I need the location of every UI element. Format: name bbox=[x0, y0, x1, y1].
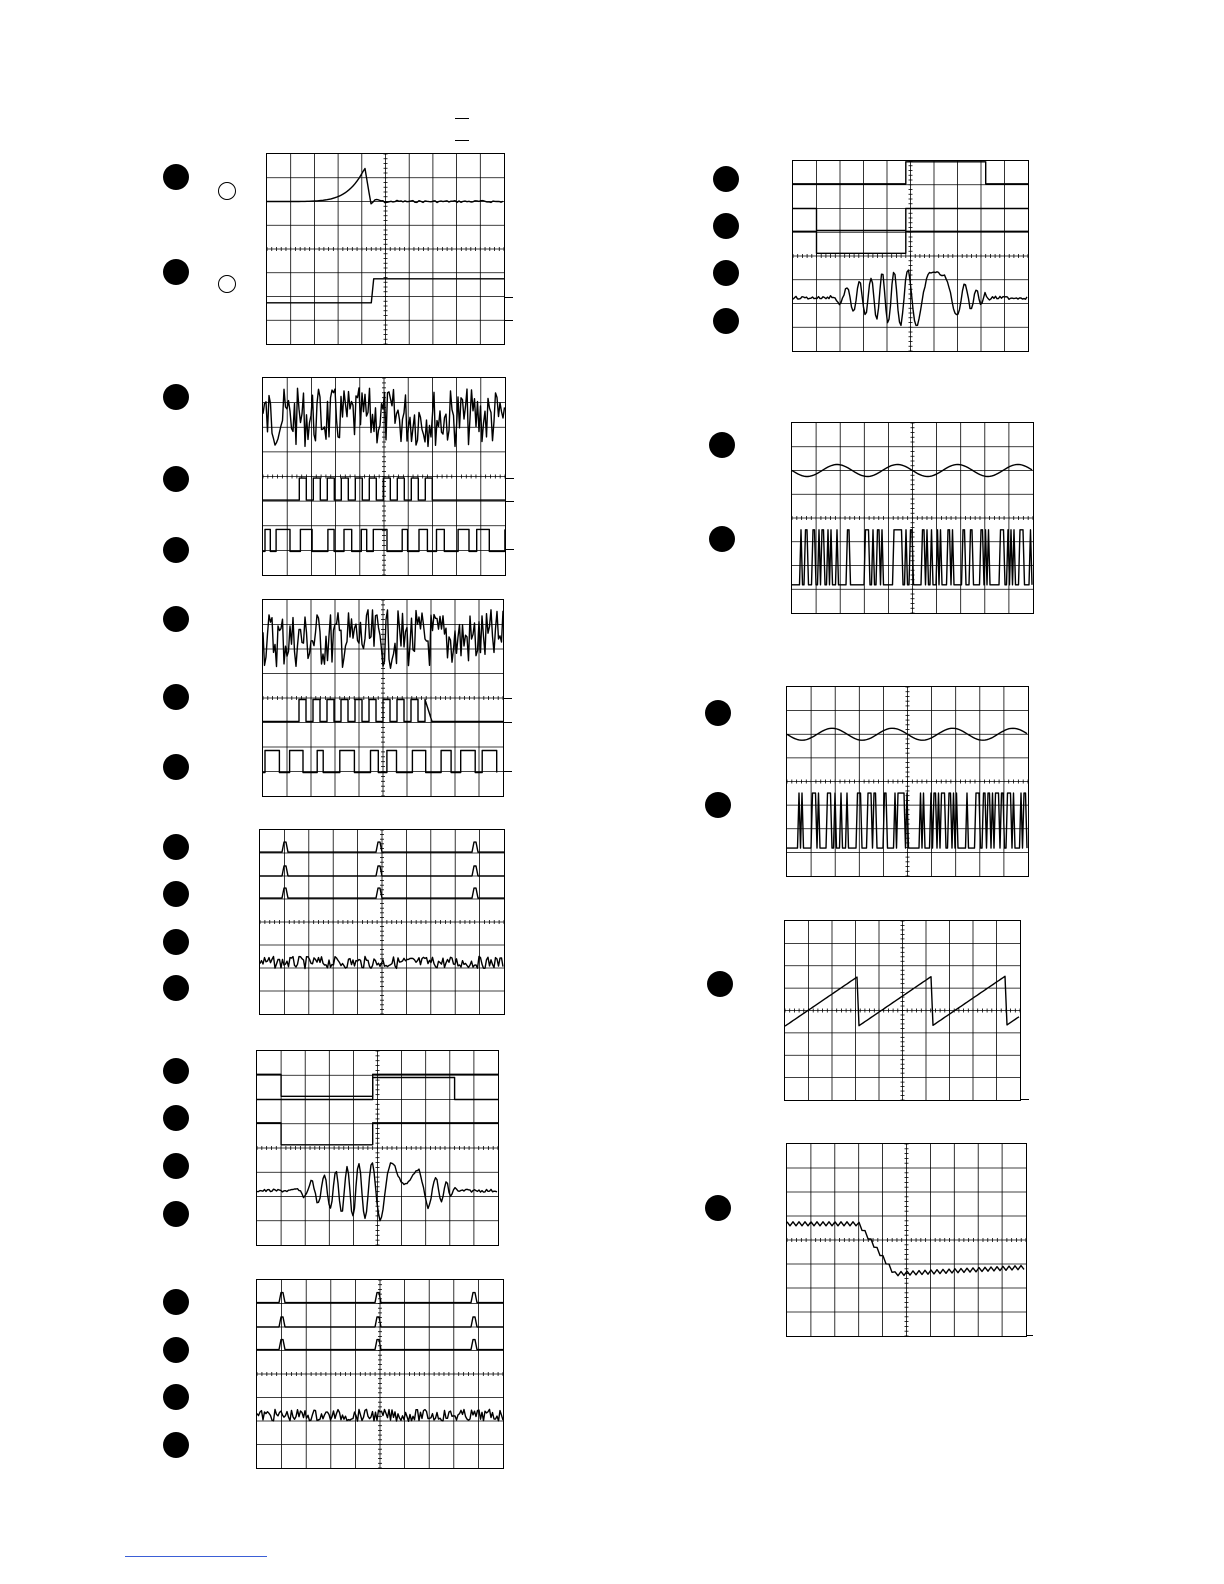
header-dash-mark bbox=[455, 140, 469, 141]
oscilloscope-screen bbox=[786, 1143, 1027, 1337]
ground-reference-line bbox=[506, 549, 514, 550]
probe-marker bbox=[707, 971, 733, 997]
open-circle-marker bbox=[218, 182, 236, 200]
probe-marker bbox=[163, 684, 189, 710]
ground-reference-line bbox=[506, 501, 514, 502]
probe-marker bbox=[163, 1105, 189, 1131]
probe-marker bbox=[163, 1058, 189, 1084]
probe-marker bbox=[163, 1153, 189, 1179]
scope-plot bbox=[260, 830, 504, 1014]
waveform-trace bbox=[260, 957, 503, 969]
scope-plot bbox=[793, 161, 1028, 351]
waveform-trace bbox=[257, 1340, 503, 1350]
probe-marker bbox=[705, 1195, 731, 1221]
probe-marker bbox=[163, 754, 189, 780]
oscilloscope-screen bbox=[786, 686, 1029, 877]
open-circle-marker bbox=[218, 275, 236, 293]
scope-plot bbox=[263, 600, 503, 796]
ground-reference-line bbox=[505, 297, 513, 298]
probe-marker bbox=[163, 834, 189, 860]
scope-plot bbox=[787, 687, 1028, 876]
scope-plot bbox=[787, 1144, 1026, 1336]
oscilloscope-screen bbox=[792, 160, 1029, 352]
probe-marker bbox=[163, 164, 189, 190]
scope-plot bbox=[785, 921, 1020, 1100]
probe-marker bbox=[163, 606, 189, 632]
graticule bbox=[793, 161, 1028, 351]
probe-marker bbox=[705, 792, 731, 818]
waveform-trace bbox=[267, 169, 503, 204]
scope-plot bbox=[263, 378, 505, 575]
probe-marker bbox=[713, 308, 739, 334]
waveform-trace bbox=[793, 270, 1027, 325]
ground-reference-line bbox=[504, 698, 512, 699]
probe-marker bbox=[163, 384, 189, 410]
probe-marker bbox=[163, 259, 189, 285]
probe-marker bbox=[163, 929, 189, 955]
oscilloscope-screen bbox=[259, 829, 505, 1015]
graticule bbox=[787, 1144, 1026, 1336]
oscilloscope-screen bbox=[784, 920, 1021, 1101]
waveform-trace bbox=[263, 751, 497, 773]
oscilloscope-screen bbox=[262, 377, 506, 576]
ground-reference-line bbox=[1021, 1099, 1029, 1100]
ground-reference-line bbox=[504, 722, 512, 723]
waveform-trace bbox=[787, 1222, 1024, 1276]
waveform-trace bbox=[257, 1293, 503, 1303]
ground-reference-line bbox=[1027, 1335, 1033, 1336]
probe-marker bbox=[163, 537, 189, 563]
probe-marker bbox=[163, 881, 189, 907]
header-arrow-mark bbox=[455, 118, 469, 119]
scope-plot bbox=[267, 154, 504, 344]
graticule bbox=[260, 830, 504, 1014]
waveform-trace bbox=[257, 1317, 503, 1327]
scope-plot bbox=[257, 1280, 503, 1468]
probe-marker bbox=[163, 1337, 189, 1363]
probe-marker bbox=[713, 213, 739, 239]
probe-marker bbox=[163, 1384, 189, 1410]
probe-marker bbox=[163, 1201, 189, 1227]
ground-reference-line bbox=[506, 478, 514, 479]
oscilloscope-screen bbox=[262, 599, 504, 797]
probe-marker bbox=[163, 1432, 189, 1458]
waveform-trace bbox=[263, 478, 505, 500]
oscilloscope-screen bbox=[256, 1050, 499, 1246]
probe-marker bbox=[163, 466, 189, 492]
oscilloscope-screen bbox=[256, 1279, 504, 1469]
footer-rule bbox=[125, 1556, 267, 1557]
scope-plot bbox=[792, 423, 1033, 613]
probe-marker bbox=[163, 1289, 189, 1315]
probe-marker bbox=[713, 166, 739, 192]
ground-reference-line bbox=[505, 320, 513, 321]
graticule bbox=[257, 1051, 498, 1245]
oscilloscope-screen bbox=[266, 153, 505, 345]
scope-plot bbox=[257, 1051, 498, 1245]
graticule bbox=[257, 1280, 503, 1468]
waveform-trace bbox=[263, 700, 503, 722]
probe-marker bbox=[713, 260, 739, 286]
graticule bbox=[267, 154, 504, 344]
ground-reference-line bbox=[504, 771, 512, 772]
probe-marker bbox=[163, 975, 189, 1001]
probe-marker bbox=[705, 700, 731, 726]
oscilloscope-screen bbox=[791, 422, 1034, 614]
probe-marker bbox=[709, 432, 735, 458]
waveform-trace bbox=[787, 793, 1027, 848]
waveform-trace bbox=[792, 530, 1032, 585]
probe-marker bbox=[709, 526, 735, 552]
graticule bbox=[785, 921, 1020, 1100]
